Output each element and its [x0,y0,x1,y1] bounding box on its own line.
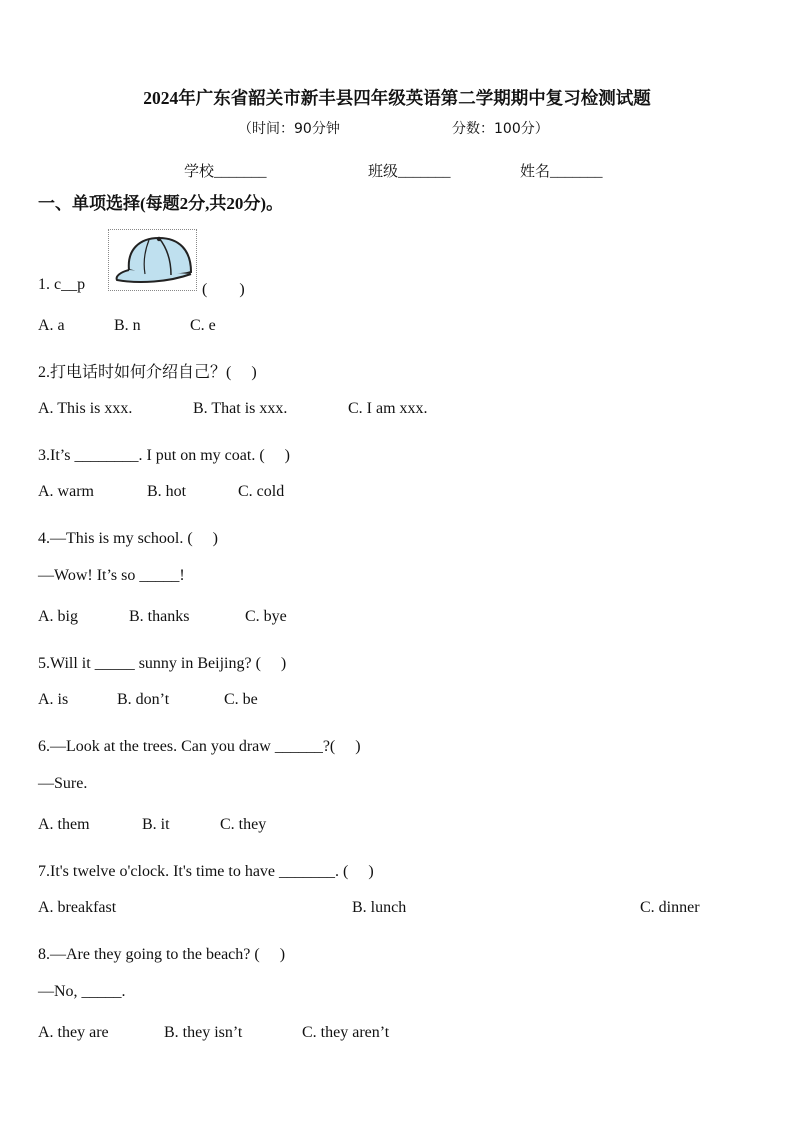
q1-option-c[interactable]: C. e [190,317,216,334]
question-5-stem: 5.Will it _____ sunny in Beijing? ( ) [38,655,287,672]
q1-option-b[interactable]: B. n [114,317,141,334]
question-4-reply: —Wow! It’s so _____! [38,567,185,584]
q5-option-a[interactable]: A. is [38,691,69,708]
q2-option-a[interactable]: A. This is xxx. [38,400,133,417]
question-1-stem: 1. c__p [38,276,86,293]
question-4-stem: 4.—This is my school. ( ) [38,530,218,547]
school-field[interactable]: 学校_______ [184,164,267,180]
question-6-reply: —Sure. [38,775,88,792]
q4-option-a[interactable]: A. big [38,608,78,625]
q3-option-a[interactable]: A. warm [38,483,94,500]
q4-option-c[interactable]: C. bye [245,608,287,625]
question-1-answer-blank[interactable]: ( ) [202,281,245,298]
question-8-stem: 8.—Are they going to the beach? ( ) [38,946,286,963]
q8-option-c[interactable]: C. they aren’t [302,1024,390,1041]
q5-option-b[interactable]: B. don’t [117,691,170,708]
exam-score: 分数：100分） [452,121,549,137]
q7-option-b[interactable]: B. lunch [352,899,407,916]
q6-option-b[interactable]: B. it [142,816,170,833]
q8-option-a[interactable]: A. they are [38,1024,109,1041]
q8-option-b[interactable]: B. they isn’t [164,1024,243,1041]
q7-option-a[interactable]: A. breakfast [38,899,117,916]
q2-option-c[interactable]: C. I am xxx. [348,400,428,417]
question-7-stem: 7.It's twelve o'clock. It's time to have _______. ( ) [38,863,374,880]
q1-option-a[interactable]: A. a [38,317,65,334]
q4-option-b[interactable]: B. thanks [129,608,190,625]
q5-option-c[interactable]: C. be [224,691,258,708]
q6-option-c[interactable]: C. they [220,816,267,833]
q7-option-c[interactable]: C. dinner [640,899,700,916]
section-heading: 一、单项选择(每题2分,共20分)。 [38,194,284,213]
q3-option-c[interactable]: C. cold [238,483,285,500]
exam-time: （时间：90分钟 [238,121,340,137]
q2-option-b[interactable]: B. That is xxx. [193,400,288,417]
class-field[interactable]: 班级_______ [368,164,451,180]
question-6-stem: 6.—Look at the trees. Can you draw ______?( ) [38,738,361,755]
name-field[interactable]: 姓名_______ [520,164,603,180]
question-8-reply: —No, _____. [38,983,126,1000]
q6-option-a[interactable]: A. them [38,816,90,833]
cap-icon [108,229,197,291]
page-title: 2024年广东省韶关市新丰县四年级英语第二学期期中复习检测试题 [143,88,651,108]
q3-option-b[interactable]: B. hot [147,483,187,500]
question-2-stem: 2.打电话时如何介绍自己？( ) [38,364,257,381]
question-3-stem: 3.It’s ________. I put on my coat. ( ) [38,447,290,464]
